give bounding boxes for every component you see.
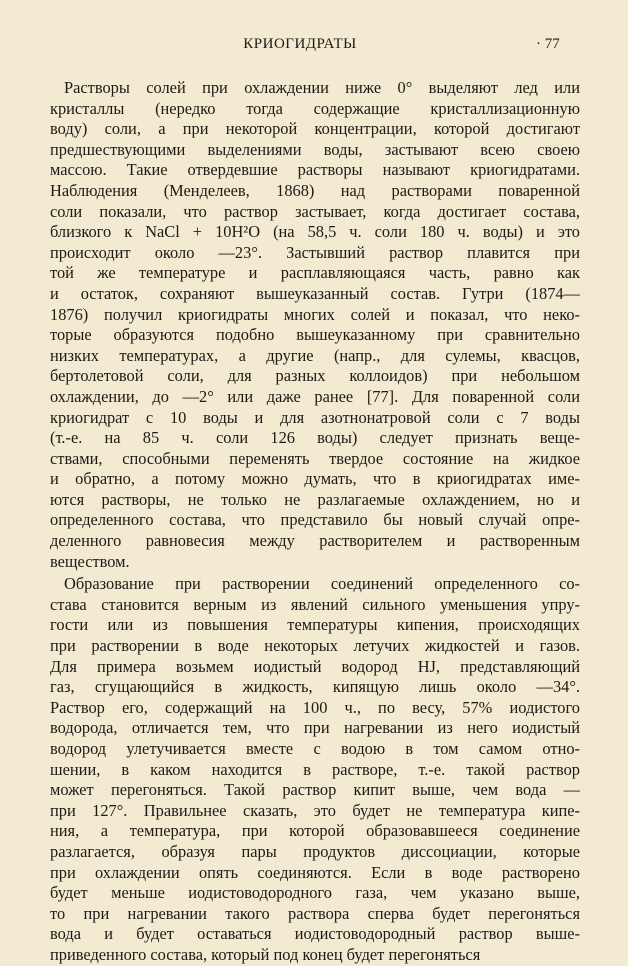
- text-line: газ, сгущающийся в жидкость, кипящую лишь около —34°.: [50, 677, 580, 697]
- text-line: веществом.: [50, 551, 130, 571]
- text-line: разлагается, образуя пары продуктов диссоциации, которые: [50, 841, 580, 861]
- text-line: и обратно, а потому можно думать, что в криогидратах име-: [50, 469, 580, 489]
- text-line: Для примера возьмем иодистый водород HJ, представляющий: [50, 656, 580, 676]
- text-line: может перегоняться. Такой раствор кипит выше, чем вода —: [50, 780, 580, 800]
- text-line: охлаждении, до —2° или даже ранее [77]. Для поваренной соли: [50, 386, 580, 406]
- text-line: близкого к NaCl + 10H²O (на 58,5 ч. соли 180 ч. воды) и это: [50, 222, 580, 242]
- text-line: криогидрат с 10 воды и для азотнонатровой соли с 7 воды: [50, 407, 580, 427]
- text-line: предшествующими выделениями воды, застывают всею своею: [50, 139, 580, 159]
- text-line: гости или из повышения температуры кипения, происходящих: [50, 615, 580, 635]
- text-line: низких температурах, а другие (напр., для сулемы, квасцов,: [50, 345, 580, 365]
- text-line: Образование при растворении соединений определенного со-: [64, 574, 580, 594]
- text-line: бертолетовой соли, для разных коллоидов) при небольшом: [50, 366, 580, 386]
- paragraph-2: [50, 574, 580, 965]
- text-line: происходит около —23°. Застывший раствор плавится при: [50, 242, 580, 262]
- text-line: соли показали, что раствор застывает, когда достигает состава,: [50, 201, 580, 221]
- text-line: Наблюдения (Менделеев, 1868) над растворами поваренной: [50, 180, 580, 200]
- text-line: то при нагревании такого раствора сперва будет перегоняться: [50, 903, 580, 923]
- text-line: определенного состава, что представило бы новый случай опре-: [50, 510, 580, 530]
- text-line: водорода, отличается тем, что при нагревании из него иодистый: [50, 718, 580, 738]
- text-line: Растворы солей при охлаждении ниже 0° выделяют лед или: [64, 78, 580, 97]
- text-line: и остаток, сохраняют вышеуказанный состав. Гутри (1874—: [50, 283, 580, 303]
- text-line: торые образуются подобно вышеуказанному при сравнительно: [50, 325, 580, 345]
- text-line: Раствор его, содержащий на 100 ч., по весу, 57% иодистого: [50, 697, 580, 717]
- text-line: става становится верным из явлений сильного уменьшения упру-: [50, 594, 580, 614]
- text-line: приведенного состава, который под конец будет перегоняться: [50, 944, 481, 964]
- text-line: 1876) получил криогидраты многих солей и показал, что неко-: [50, 304, 580, 324]
- paragraph-1: [50, 78, 580, 572]
- text-line: при растворении в воде некоторых летучих жидкостей и газов.: [50, 636, 580, 656]
- text-line: кристаллы (нередко тогда содержащие кристаллизационную: [50, 98, 580, 118]
- running-title: КРИОГИДРАТЫ: [243, 36, 357, 52]
- text-line: ния, а температура, при которой образовавшееся соединение: [50, 821, 580, 841]
- text-line: (т.-е. на 85 ч. соли 126 воды) следует признать веще-: [50, 428, 580, 448]
- text-line: деленного равновесия между растворителем и растворенным: [50, 531, 580, 551]
- text-line: при 127°. Правильнее сказать, это будет не температура кипе-: [50, 800, 580, 820]
- text-line: при охлаждении опять соединяются. Если в воде растворено: [50, 862, 580, 882]
- text-line: будет меньше иодистоводородного газа, чем указано выше,: [50, 883, 580, 903]
- text-line: ются растворы, не только не разлагаемые охлаждением, но и: [50, 489, 580, 509]
- body-text: [50, 78, 580, 966]
- page-number: · 77: [536, 36, 560, 52]
- page-header: [0, 36, 628, 60]
- text-line: водород улетучивается вместе с водою в том самом отно-: [50, 739, 580, 758]
- text-line: ствами, способными переменять твердое состояние на жидкое: [50, 448, 580, 468]
- text-line: массою. Такие отвердевшие растворы называют криогидратами.: [50, 160, 580, 180]
- text-line: той же температуре и расплавляющаяся часть, равно как: [50, 263, 580, 283]
- text-line: воду) соли, а при некоторой концентрации, которой достигают: [50, 119, 580, 139]
- text-line: вода и будет оставаться иодистоводородный раствор выше-: [50, 924, 580, 944]
- text-line: шении, в каком находится в растворе, т.-е. такой раствор: [50, 759, 580, 779]
